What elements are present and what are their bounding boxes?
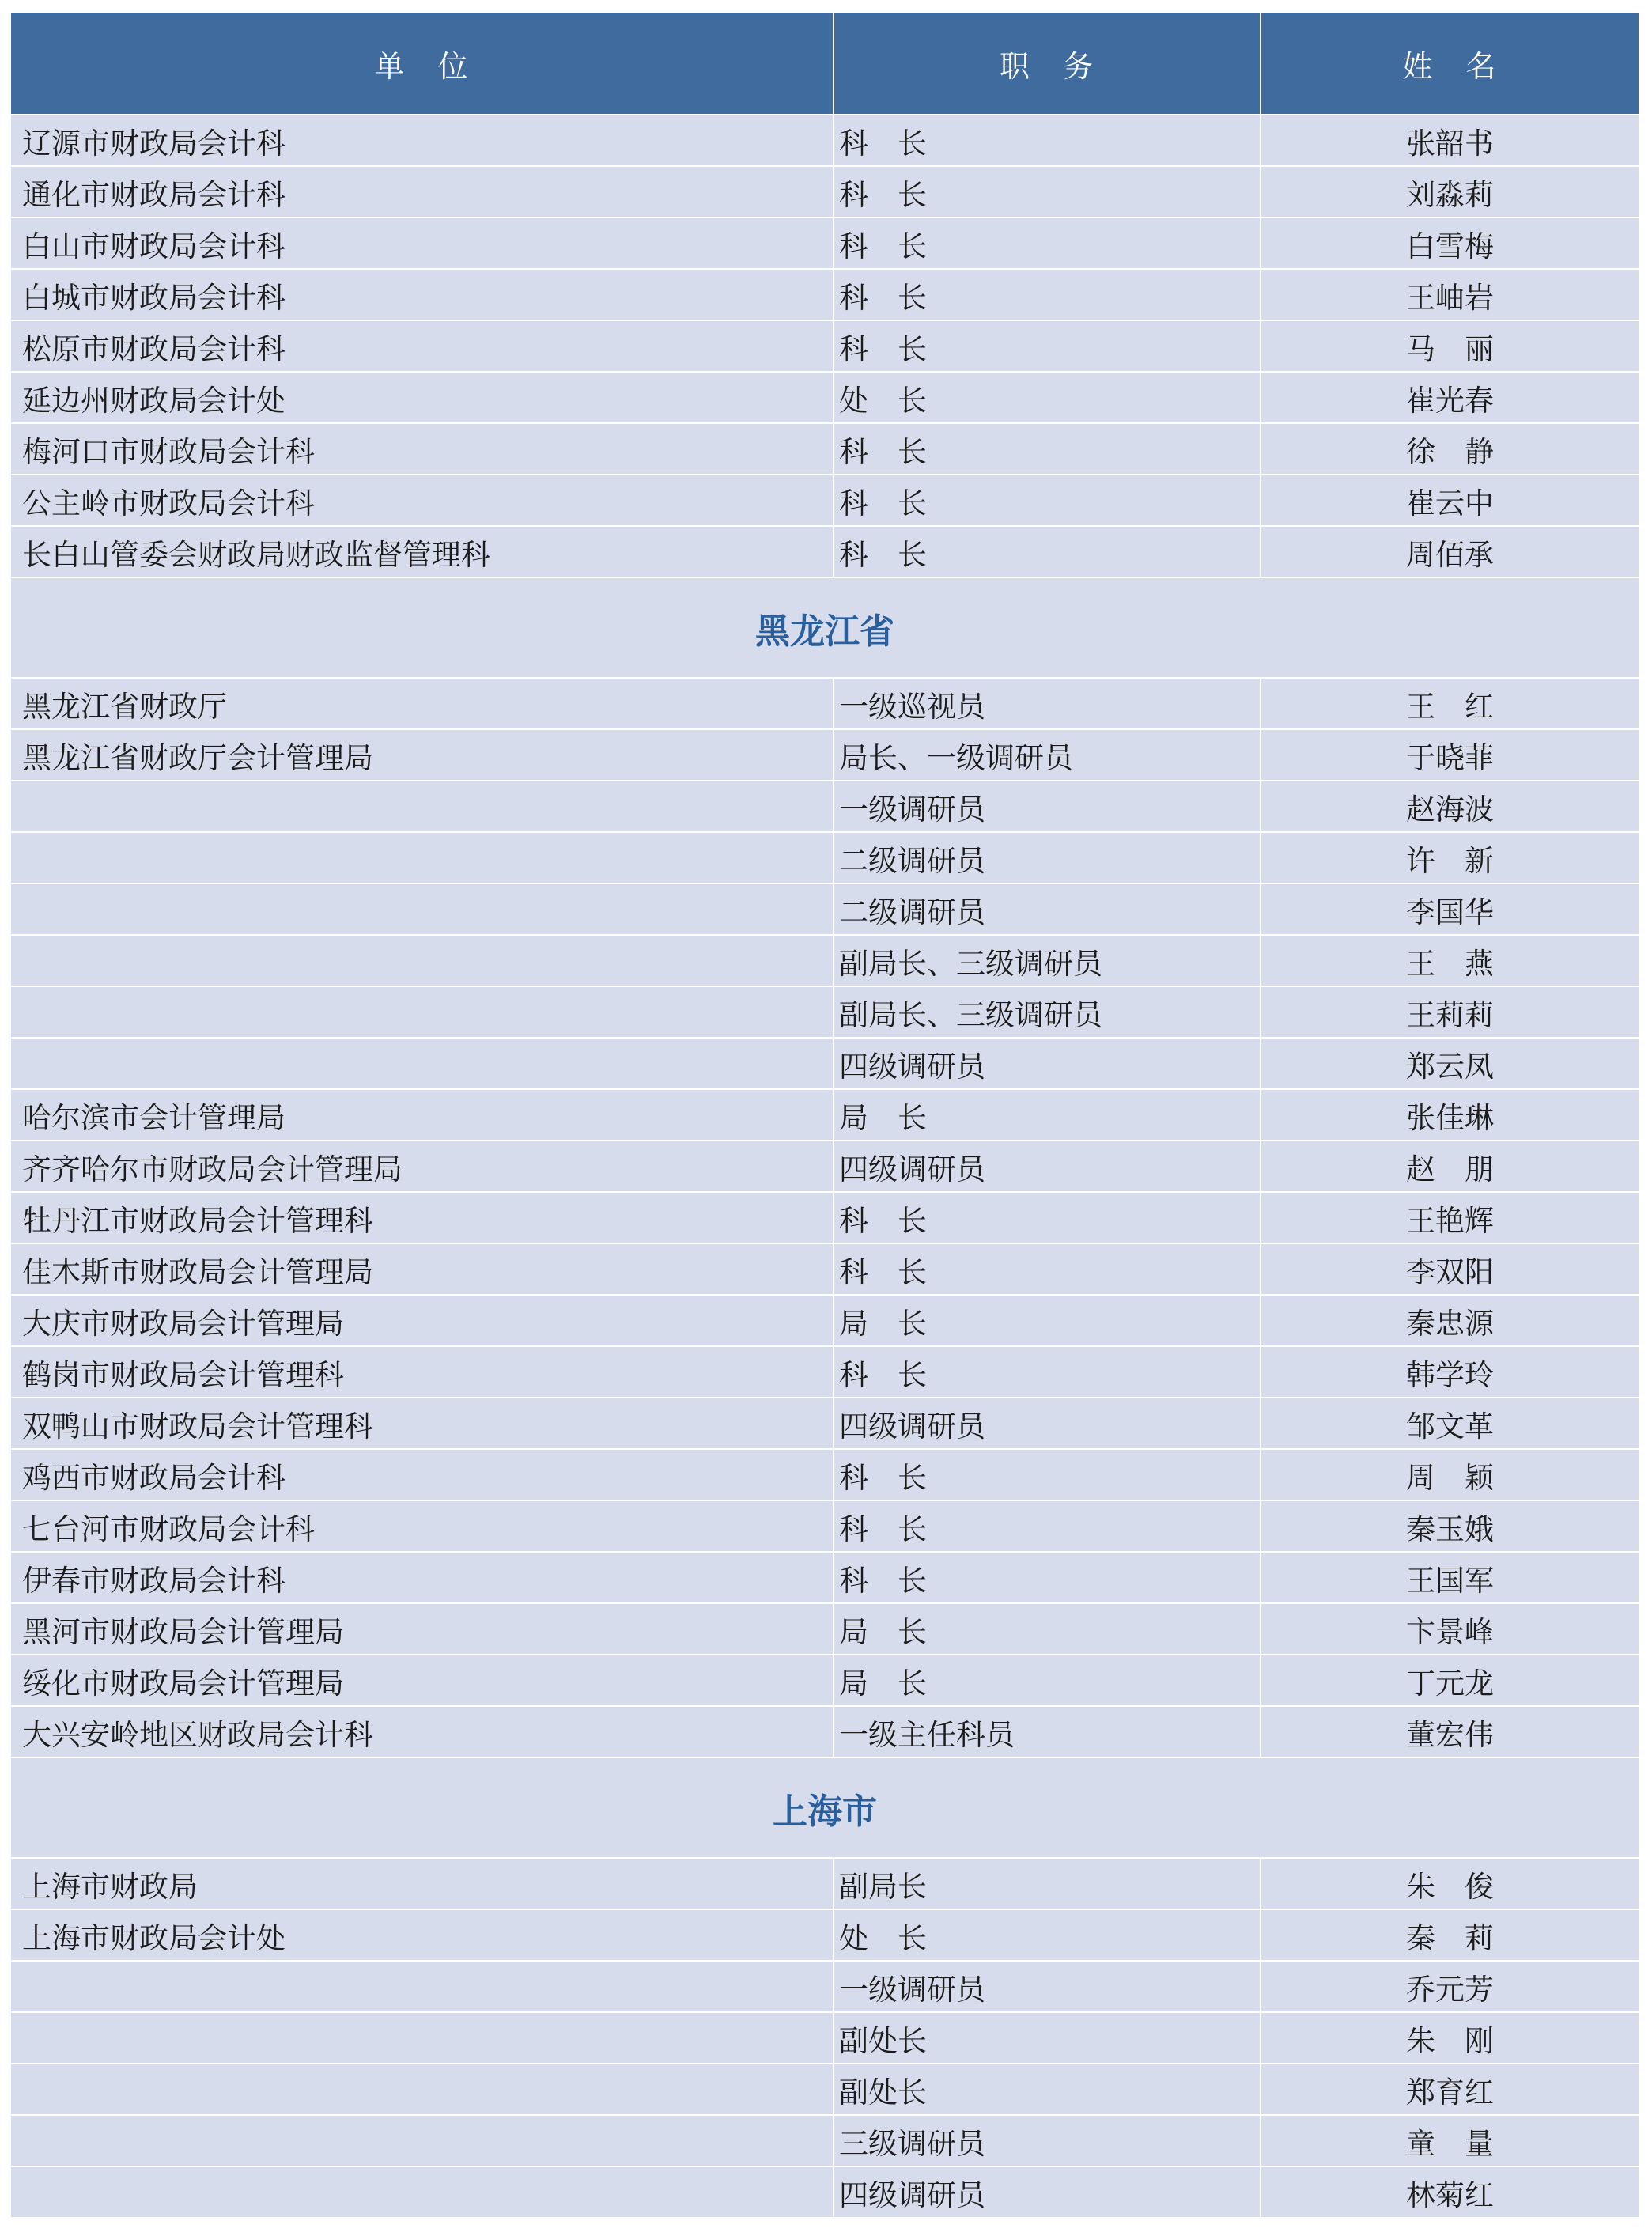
unit-cell: 大庆市财政局会计管理局	[11, 1295, 834, 1346]
unit-cell: 黑河市财政局会计管理局	[11, 1603, 834, 1655]
position-cell: 二级调研员	[834, 832, 1261, 883]
table-row	[11, 2012, 1639, 2064]
name-cell: 马 丽	[1261, 320, 1639, 372]
name-cell: 张韶书	[1261, 115, 1639, 166]
unit-cell: 齐齐哈尔市财政局会计管理局	[11, 1141, 834, 1192]
unit-cell	[11, 1961, 834, 2012]
position-cell: 科 长	[834, 1243, 1261, 1295]
unit-cell: 辽源市财政局会计科	[11, 115, 834, 166]
name-cell: 邹文革	[1261, 1398, 1639, 1449]
unit-cell	[11, 1038, 834, 1089]
name-cell: 白雪梅	[1261, 218, 1639, 269]
table-row	[11, 1141, 1639, 1192]
unit-cell	[11, 2115, 834, 2166]
position-cell: 四级调研员	[834, 1038, 1261, 1089]
unit-cell	[11, 986, 834, 1038]
table-row	[11, 986, 1639, 1038]
table-row	[11, 1192, 1639, 1243]
name-cell: 郑云凤	[1261, 1038, 1639, 1089]
table-row	[11, 678, 1639, 729]
table-row	[11, 526, 1639, 577]
position-cell: 处 长	[834, 372, 1261, 423]
name-cell: 王国军	[1261, 1552, 1639, 1603]
table-row	[11, 2166, 1639, 2217]
unit-cell: 梅河口市财政局会计科	[11, 423, 834, 475]
unit-cell: 白山市财政局会计科	[11, 218, 834, 269]
position-cell: 四级调研员	[834, 2166, 1261, 2217]
unit-cell: 哈尔滨市会计管理局	[11, 1089, 834, 1141]
position-cell: 科 长	[834, 218, 1261, 269]
name-cell: 韩学玲	[1261, 1346, 1639, 1398]
name-cell: 崔光春	[1261, 372, 1639, 423]
header-unit: 单 位	[11, 13, 834, 115]
unit-cell: 牡丹江市财政局会计管理科	[11, 1192, 834, 1243]
position-cell: 一级巡视员	[834, 678, 1261, 729]
unit-cell	[11, 2064, 834, 2115]
position-cell: 局 长	[834, 1603, 1261, 1655]
position-cell: 局 长	[834, 1089, 1261, 1141]
name-cell: 王岫岩	[1261, 269, 1639, 320]
table-body	[11, 115, 1639, 2217]
name-cell: 崔云中	[1261, 475, 1639, 526]
header-row	[11, 13, 1639, 115]
unit-cell: 鸡西市财政局会计科	[11, 1449, 834, 1500]
position-cell: 局 长	[834, 1655, 1261, 1706]
table-row	[11, 1449, 1639, 1500]
name-cell: 卞景峰	[1261, 1603, 1639, 1655]
table-row	[11, 475, 1639, 526]
table-row	[11, 2115, 1639, 2166]
table-row	[11, 320, 1639, 372]
name-cell: 郑育红	[1261, 2064, 1639, 2115]
unit-cell: 延边州财政局会计处	[11, 372, 834, 423]
position-cell: 副处长	[834, 2012, 1261, 2064]
name-cell: 乔元芳	[1261, 1961, 1639, 2012]
section-row	[11, 577, 1639, 678]
table-row	[11, 832, 1639, 883]
position-cell: 副局长、三级调研员	[834, 986, 1261, 1038]
unit-cell: 上海市财政局会计处	[11, 1909, 834, 1961]
position-cell: 四级调研员	[834, 1398, 1261, 1449]
position-cell: 科 长	[834, 115, 1261, 166]
table-row	[11, 1706, 1639, 1757]
name-cell: 秦玉娥	[1261, 1500, 1639, 1552]
table-row	[11, 1500, 1639, 1552]
name-cell: 朱 俊	[1261, 1858, 1639, 1909]
position-cell: 科 长	[834, 1346, 1261, 1398]
header-position: 职 务	[834, 13, 1261, 115]
table-row	[11, 1858, 1639, 1909]
position-cell: 科 长	[834, 526, 1261, 577]
unit-cell: 绥化市财政局会计管理局	[11, 1655, 834, 1706]
table-row	[11, 1089, 1639, 1141]
position-cell: 一级主任科员	[834, 1706, 1261, 1757]
unit-cell: 七台河市财政局会计科	[11, 1500, 834, 1552]
name-cell: 周 颖	[1261, 1449, 1639, 1500]
unit-cell: 双鸭山市财政局会计管理科	[11, 1398, 834, 1449]
name-cell: 赵海波	[1261, 781, 1639, 832]
name-cell: 董宏伟	[1261, 1706, 1639, 1757]
position-cell: 三级调研员	[834, 2115, 1261, 2166]
name-cell: 王 燕	[1261, 935, 1639, 986]
table-row	[11, 372, 1639, 423]
name-cell: 王 红	[1261, 678, 1639, 729]
unit-cell: 上海市财政局	[11, 1858, 834, 1909]
name-cell: 许 新	[1261, 832, 1639, 883]
name-cell: 刘淼莉	[1261, 166, 1639, 218]
table-row	[11, 269, 1639, 320]
position-cell: 副局长、三级调研员	[834, 935, 1261, 986]
name-cell: 徐 静	[1261, 423, 1639, 475]
unit-cell	[11, 935, 834, 986]
name-cell: 秦 莉	[1261, 1909, 1639, 1961]
unit-cell	[11, 781, 834, 832]
table-row	[11, 1603, 1639, 1655]
section-title: 黑龙江省	[11, 577, 1639, 678]
unit-cell: 公主岭市财政局会计科	[11, 475, 834, 526]
position-cell: 科 长	[834, 320, 1261, 372]
table-row	[11, 423, 1639, 475]
name-cell: 赵 朋	[1261, 1141, 1639, 1192]
table-row	[11, 1243, 1639, 1295]
table-row	[11, 1346, 1639, 1398]
table-header	[11, 13, 1639, 115]
table-row	[11, 218, 1639, 269]
name-cell: 张佳琳	[1261, 1089, 1639, 1141]
unit-cell	[11, 2012, 834, 2064]
position-cell: 局长、一级调研员	[834, 729, 1261, 781]
header-name: 姓 名	[1261, 13, 1639, 115]
name-cell: 李国华	[1261, 883, 1639, 935]
table-row	[11, 115, 1639, 166]
position-cell: 科 长	[834, 423, 1261, 475]
unit-cell: 通化市财政局会计科	[11, 166, 834, 218]
position-cell: 局 长	[834, 1295, 1261, 1346]
position-cell: 科 长	[834, 269, 1261, 320]
unit-cell: 白城市财政局会计科	[11, 269, 834, 320]
unit-cell: 黑龙江省财政厅	[11, 678, 834, 729]
table-row	[11, 1961, 1639, 2012]
unit-cell: 松原市财政局会计科	[11, 320, 834, 372]
table-row	[11, 729, 1639, 781]
position-cell: 处 长	[834, 1909, 1261, 1961]
unit-cell: 鹤岗市财政局会计管理科	[11, 1346, 834, 1398]
unit-cell	[11, 832, 834, 883]
unit-cell: 伊春市财政局会计科	[11, 1552, 834, 1603]
name-cell: 林菊红	[1261, 2166, 1639, 2217]
name-cell: 朱 刚	[1261, 2012, 1639, 2064]
name-cell: 丁元龙	[1261, 1655, 1639, 1706]
name-cell: 周佰承	[1261, 526, 1639, 577]
section-row	[11, 1757, 1639, 1858]
table-row	[11, 166, 1639, 218]
name-cell: 于晓菲	[1261, 729, 1639, 781]
unit-cell: 黑龙江省财政厅会计管理局	[11, 729, 834, 781]
name-cell: 李双阳	[1261, 1243, 1639, 1295]
unit-cell: 佳木斯市财政局会计管理局	[11, 1243, 834, 1295]
position-cell: 科 长	[834, 1192, 1261, 1243]
position-cell: 一级调研员	[834, 781, 1261, 832]
table-row	[11, 1909, 1639, 1961]
unit-cell	[11, 883, 834, 935]
position-cell: 科 长	[834, 1500, 1261, 1552]
name-cell: 王莉莉	[1261, 986, 1639, 1038]
table-row	[11, 1398, 1639, 1449]
name-cell: 童 量	[1261, 2115, 1639, 2166]
unit-cell: 长白山管委会财政局财政监督管理科	[11, 526, 834, 577]
unit-cell: 大兴安岭地区财政局会计科	[11, 1706, 834, 1757]
position-cell: 四级调研员	[834, 1141, 1261, 1192]
name-cell: 王艳辉	[1261, 1192, 1639, 1243]
position-cell: 科 长	[834, 475, 1261, 526]
position-cell: 科 长	[834, 1552, 1261, 1603]
table-row	[11, 1655, 1639, 1706]
table-row	[11, 1552, 1639, 1603]
unit-cell	[11, 2166, 834, 2217]
table-row	[11, 935, 1639, 986]
position-cell: 二级调研员	[834, 883, 1261, 935]
name-cell: 秦忠源	[1261, 1295, 1639, 1346]
position-cell: 科 长	[834, 1449, 1261, 1500]
table-row	[11, 1038, 1639, 1089]
table-row	[11, 781, 1639, 832]
position-cell: 副处长	[834, 2064, 1261, 2115]
position-cell: 副局长	[834, 1858, 1261, 1909]
personnel-table	[11, 13, 1639, 2217]
section-title: 上海市	[11, 1757, 1639, 1858]
position-cell: 一级调研员	[834, 1961, 1261, 2012]
table-row	[11, 2064, 1639, 2115]
table-row	[11, 883, 1639, 935]
table-row	[11, 1295, 1639, 1346]
position-cell: 科 长	[834, 166, 1261, 218]
